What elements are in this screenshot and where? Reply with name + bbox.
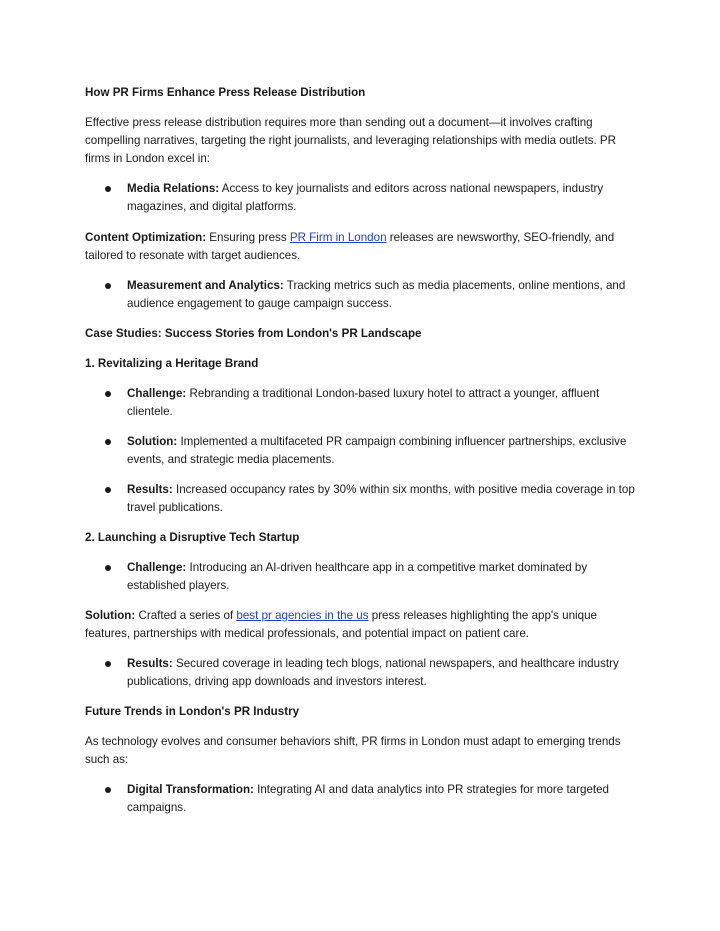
bullet-icon xyxy=(105,787,111,793)
bullet-icon xyxy=(105,391,111,397)
item-text: Ensuring press xyxy=(206,231,290,244)
item-label: Challenge: xyxy=(127,387,187,400)
list-item-media-relations xyxy=(127,180,637,216)
item-text: Access to key journalists and editors across national newspapers, industry magazines, and digital platforms. xyxy=(127,182,604,213)
list-item-results-2 xyxy=(127,655,637,691)
bullet-icon xyxy=(105,661,111,667)
list-item-challenge-2 xyxy=(127,559,637,595)
bullet-icon xyxy=(105,439,111,445)
item-label: Measurement and Analytics: xyxy=(127,279,284,292)
bullet-icon xyxy=(105,283,111,289)
item-text: press releases highlighting the app's unique features, partnerships with medical professionals, and potential impact on patient care. xyxy=(85,609,597,640)
bullet-icon xyxy=(105,487,111,493)
item-text: Increased occupancy rates by 30% within six months, with positive media coverage in top travel publications. xyxy=(127,483,635,514)
item-text: Integrating AI and data analytics into PR strategies for more targeted campaigns. xyxy=(127,783,610,814)
item-label: Challenge: xyxy=(127,561,187,574)
list-item-challenge-1 xyxy=(127,385,637,421)
list-item-digital-transformation xyxy=(127,781,637,817)
item-label: Content Optimization: xyxy=(85,231,207,244)
item-text: Implemented a multifaceted PR campaign combining influencer partnerships, exclusive events, and strategic media placements. xyxy=(127,435,627,466)
item-label: Results: xyxy=(127,657,173,670)
bullet-icon xyxy=(105,565,111,571)
item-label: Solution: xyxy=(127,435,178,448)
best-pr-agencies-link[interactable]: best pr agencies in the us xyxy=(236,609,369,622)
list-item-solution-1 xyxy=(127,433,637,469)
intro-paragraph: Effective press release distribution requires more than sending out a document—it involves crafting compelling narratives, targeting the right journalists, and leveraging relationships with media outlets. PR firms in London excel in: xyxy=(85,116,617,165)
item-label: Media Relations: xyxy=(127,182,220,195)
section-heading: How PR Firms Enhance Press Release Distribution xyxy=(85,86,366,99)
item-text: Tracking metrics such as media placements, online mentions, and audience engagement to gauge campaign success. xyxy=(127,279,626,310)
item-label: Results: xyxy=(127,483,173,496)
case-studies-heading: Case Studies: Success Stories from London's PR Landscape xyxy=(85,327,422,340)
case-study-2-heading: 2. Launching a Disruptive Tech Startup xyxy=(85,531,300,544)
item-text: Introducing an AI-driven healthcare app in a competitive market dominated by established players. xyxy=(127,561,588,592)
item-text: Rebranding a traditional London-based luxury hotel to attract a younger, affluent clientele. xyxy=(127,387,600,418)
pr-firm-link[interactable]: PR Firm in London xyxy=(289,231,387,244)
solution-2-paragraph xyxy=(85,607,640,643)
case-study-1-heading: 1. Revitalizing a Heritage Brand xyxy=(85,357,259,370)
item-label: Solution: xyxy=(85,609,136,622)
list-item-measurement xyxy=(127,277,637,313)
list-item-results-1 xyxy=(127,481,637,517)
bullet-icon xyxy=(105,186,111,192)
content-optimization-paragraph xyxy=(85,229,640,265)
future-trends-heading: Future Trends in London's PR Industry xyxy=(85,705,300,718)
trends-intro-paragraph: As technology evolves and consumer behaviors shift, PR firms in London must adapt to emerging trends such as: xyxy=(85,735,621,766)
item-text: Secured coverage in leading tech blogs, national newspapers, and healthcare industry publications, driving app downloads and investors interest. xyxy=(127,657,619,688)
item-label: Digital Transformation: xyxy=(127,783,254,796)
item-text: Crafted a series of xyxy=(135,609,237,622)
item-text: releases are newsworthy, SEO-friendly, and tailored to resonate with target audiences. xyxy=(85,231,615,262)
